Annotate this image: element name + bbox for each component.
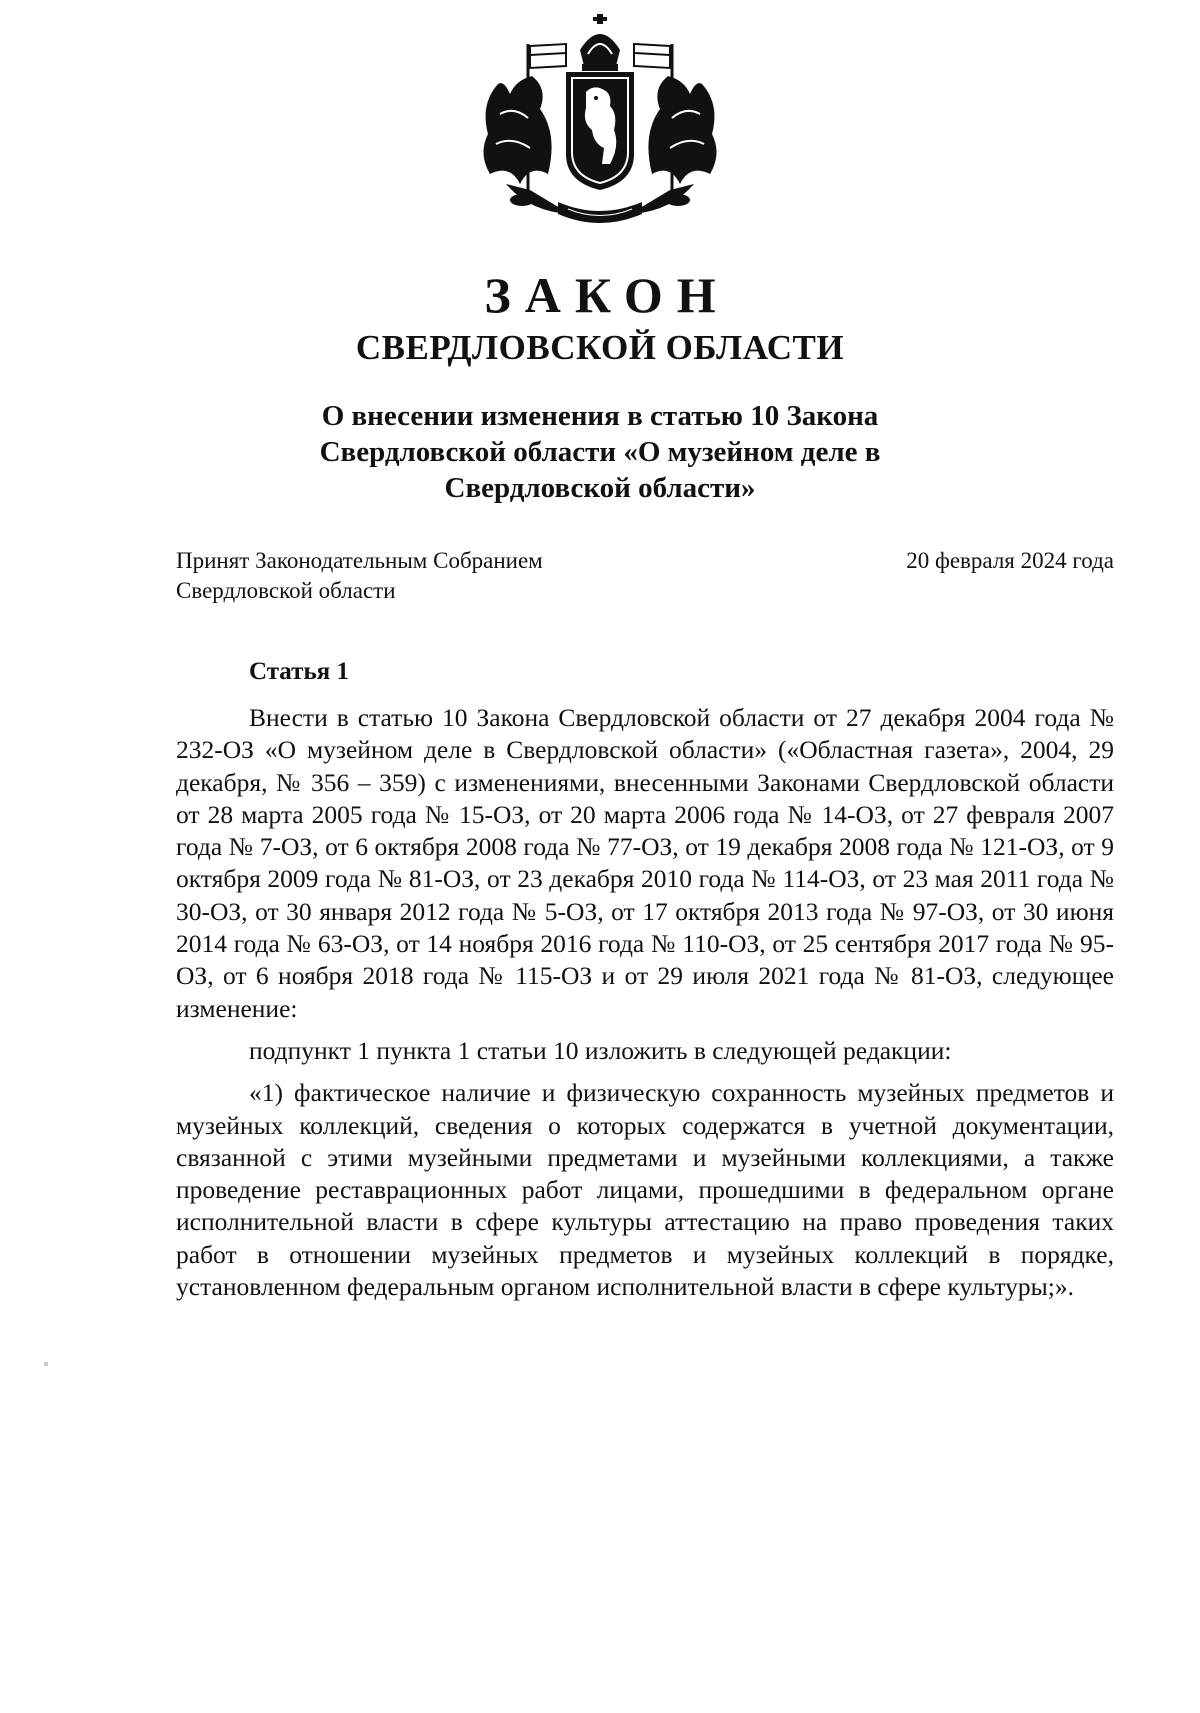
law-name-line: Свердловской области» bbox=[444, 472, 756, 504]
adoption-date: 20 февраля 2024 года bbox=[906, 548, 1114, 573]
motto-ribbon bbox=[558, 202, 642, 223]
coat-of-arms-sverdlovsk-icon bbox=[470, 14, 730, 232]
article-paragraph: Внести в статью 10 Закона Свердловской области от 27 декабря 2004 года № 232-ОЗ «О музейном деле в Свердловской области» («Областная газета», 2004, 29 декабря, № 356 – 359) с изменениями, внесенными Законами Свердловской области от 28 марта 2005 года № 15-ОЗ, от 20 марта 2006 года № 14-ОЗ, от 27 февраля 2007 года № 7-ОЗ, от 6 октября 2008 года № 77-ОЗ, от 19 декабря 2008 года № 121-ОЗ, от 9 октября 2009 года № 81-ОЗ, от 23 декабря 2010 года № 114-ОЗ, от 23 мая 2011 года № 30-ОЗ, от 30 января 2012 года № 5-ОЗ, от 17 октября 2013 года № 97-ОЗ, от 30 июня 2014 года № 63-ОЗ, от 14 ноября 2016 года № 110-ОЗ, от 25 сентября 2017 года № 95-ОЗ, от 6 ноября 2018 года № 115-ОЗ и от 29 июля 2021 года № 81-ОЗ, следующее изменение: bbox=[176, 703, 1114, 1023]
document-title: ЗАКОН bbox=[484, 267, 730, 323]
article-body bbox=[176, 702, 1114, 1313]
adoption-info bbox=[176, 546, 543, 606]
article-heading: Статья 1 bbox=[249, 658, 349, 685]
article-paragraph: «1) фактическое наличие и физическую сохранность музейных предметов и музейных коллекций, сведения о которых содержатся в учетной документации, связанной с этими музейными предметами и музейными коллекциями, а также проведение реставрационных работ лицами, прошедшими в федеральном органе исполнительной власти в сфере культуры аттестацию на право проведения таких работ в отношении музейных предметов и музейных коллекций в порядке, установленном федеральным органом исполнительной власти в сфере культуры;». bbox=[176, 1078, 1114, 1302]
griffin-right-icon bbox=[648, 76, 716, 184]
law-name bbox=[0, 398, 1200, 506]
scan-mark bbox=[44, 1362, 48, 1366]
law-name-line: О внесении изменения в статью 10 Закона bbox=[321, 400, 879, 432]
document-subtitle: СВЕРДЛОВСКОЙ ОБЛАСТИ bbox=[355, 328, 845, 367]
shield-icon bbox=[566, 72, 634, 190]
law-name-line: Свердловской области «О музейном деле в bbox=[319, 436, 881, 468]
adoption-line: Свердловской области bbox=[176, 578, 396, 603]
article-paragraph: подпункт 1 пункта 1 статьи 10 изложить в следующей редакции: bbox=[249, 1035, 952, 1065]
griffin-left-icon bbox=[483, 76, 551, 184]
crown-icon bbox=[580, 14, 620, 71]
adoption-line: Принят Законодательным Собранием bbox=[176, 548, 543, 573]
